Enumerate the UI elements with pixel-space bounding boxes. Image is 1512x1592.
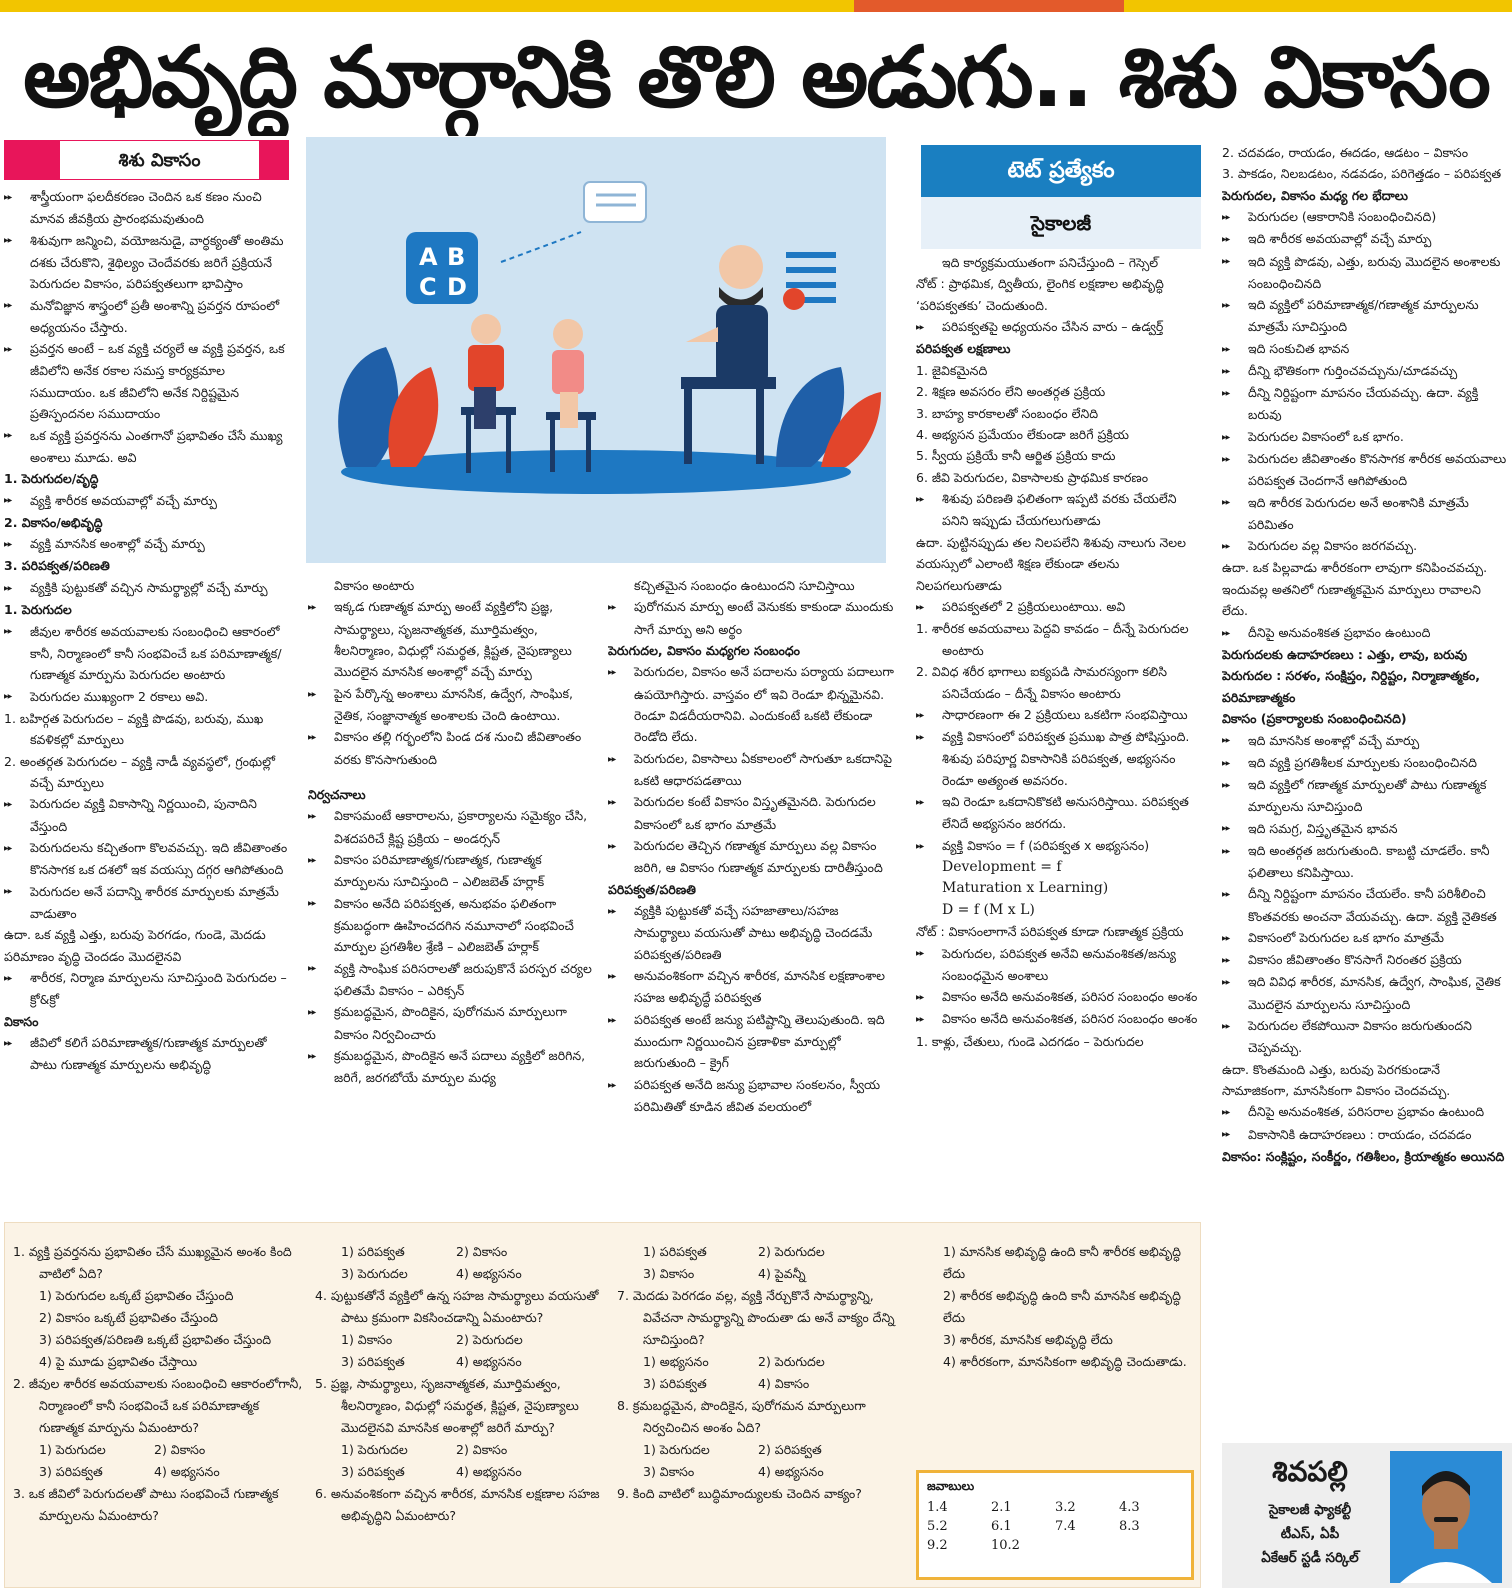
svg-text:A: A bbox=[419, 243, 438, 271]
paragraph: ▶▶ పెరుగుదల అనే పదాన్ని శారీరక మార్పులకు మాత్రమే వాడుతాం bbox=[4, 881, 289, 925]
subheading: పరిపక్వత లక్షణాలు bbox=[916, 341, 1011, 357]
numbered-item: 5. స్వీయ ప్రక్రియే కానీ ఆర్జిత ప్రక్రియ కాదు bbox=[916, 448, 1116, 464]
paragraph: ఇది కార్యక్రమయుతంగా పనిచేస్తుంది – గెస్సెల్ bbox=[942, 255, 1159, 270]
question: 6. అనువంశికంగా వచ్చిన శారీరక, మానసిక లక్షణాల సహజ అభివృద్ధిని ఏమంటారు? bbox=[315, 1486, 600, 1523]
paragraph: ▶▶ వికాసంలో పెరుగుదల ఒక భాగం మాత్రమే bbox=[1222, 927, 1510, 949]
column-1 bbox=[4, 186, 289, 1218]
option: 2) వికాసం bbox=[456, 1442, 508, 1457]
paragraph: ▶▶ వికాసం అనేది పరిపక్వత, అనుభవం ఫలితంగా క్రమబద్ధంగా ఊహించదగిన నమూనాలో సంభవించే మార్పుల ప్రగతిశీల శ్రేణి – ఎలిజబెత్ హర్లాక్ bbox=[308, 893, 593, 958]
numbered-item: 1. కాళ్లు, చేతులు, గుండె ఎదగడం – పెరుగుదల bbox=[916, 1033, 1144, 1049]
numbered-item: 1. బహిర్గత పెరుగుదల – వ్యక్తి పొడవు, బరువు, ముఖ కవళికల్లో మార్పులు bbox=[4, 710, 264, 748]
classroom-illustration bbox=[306, 137, 886, 563]
paragraph: ▶▶ వికాసం అనేది అనువంశికత, పరిసర సంబంధం అంశం bbox=[916, 986, 1206, 1008]
subheading: వికాసం bbox=[4, 1013, 39, 1029]
paragraph: ▶▶ అనువంశికంగా వచ్చిన శారీరక, మానసిక లక్షణాంశాల సహజ అభివృద్ధే పరిపక్వత bbox=[608, 965, 898, 1009]
section-tag bbox=[4, 140, 289, 180]
option-row bbox=[315, 1241, 605, 1263]
subheading: 1. పెరుగుదల/వృద్ధి bbox=[4, 471, 99, 487]
example: ఉదా. ఒక పిల్లవాడు శారీరకంగా లావుగా కనిపించవచ్చు. ఇందువల్ల అతనిలో గుణాత్మకమైన మార్పులు రావాలని లేదు. bbox=[1222, 560, 1488, 619]
top-accent-bar bbox=[854, 0, 1124, 12]
option: 3) పరిపక్వత bbox=[341, 1354, 405, 1369]
question: 9. కింది వాటిలో బుద్ధిమాంద్యులకు చెందిన వాక్యం? bbox=[617, 1486, 862, 1501]
option: 3) పెరుగుదల bbox=[341, 1266, 408, 1281]
paragraph: ▶▶ ఇది వ్యక్తి ప్రగతిశీలక మార్పులకు సంబంధించినది bbox=[1222, 752, 1510, 774]
note: నోట్ : వికాసంలాగానే పరిపక్వత కూడా గుణాత్మక ప్రక్రియ bbox=[916, 924, 1184, 940]
paragraph: ▶▶ ఇవి రెండూ ఒకదానికొకటి అనుసరిస్తాయి. పరిపక్వత లేనిదే అభ్యసనం జరగదు. bbox=[916, 791, 1206, 835]
paragraph: ▶▶ పెరుగుదల (ఆకారానికి సంబంధించినది) bbox=[1222, 206, 1510, 228]
option: 3) వికాసం bbox=[643, 1266, 695, 1281]
psychology-label: సైకాలజీ bbox=[921, 197, 1201, 249]
paragraph: ▶▶ వికాసానికి ఉదాహరణలు : రాయడం, చదవడం bbox=[1222, 1124, 1510, 1146]
numbered-item: 3. బాహ్య కారకాలతో సంబంధం లేనిది bbox=[916, 405, 1099, 421]
answers-title: జవాబులు bbox=[927, 1479, 975, 1493]
column-5 bbox=[1222, 142, 1510, 1438]
option: 2) వికాసం ఒక్కటే ప్రభావితం చేస్తుంది bbox=[39, 1310, 219, 1325]
paragraph: ▶▶ ప్రవర్తన అంటే – ఒక వ్యక్తి చర్యలే ఆ వ్యక్తి ప్రవర్తన, ఒక జీవిలోని అనేక రకాల సమస్త కార్యక్రమాల సముదాయం. ఒక జీవిలోని అనేక నిర్దిష్టమైన ప్రతిస్పందనల సముదాయం bbox=[4, 338, 289, 424]
column-3 bbox=[608, 575, 898, 1218]
question: 1. వ్యక్తి ప్రవర్తనను ప్రభావితం చేసే ముఖ్యమైన అంశం కింది వాటిలో ఏది? bbox=[13, 1244, 292, 1281]
option-row bbox=[617, 1373, 907, 1395]
question: 5. ప్రజ్ఞ, సామర్థ్యాలు, సృజనాత్మకత, మూర్తిమత్వం, శీలనిర్మాణం, విధుల్లో సమర్థత, క్లిష్టత, నైపుణ్యాలు మొదలైనవి మానసిక అంశాల్లో జరిగే మార్పు? bbox=[315, 1376, 579, 1435]
answer-item: 7.4 bbox=[1055, 1519, 1076, 1534]
paragraph: ▶▶ పెరుగుదల కంటే వికాసం విస్తృతమైనది. పెరుగుదల వికాసంలో ఒక భాగం మాత్రమే bbox=[608, 791, 898, 835]
person-icon bbox=[1390, 1451, 1502, 1583]
quiz-column-3 bbox=[617, 1241, 907, 1581]
paragraph: ▶▶ పురోగమన మార్పు అంటే వెనుకకు కాకుండా ముందుకు సాగే మార్పు అని అర్థం bbox=[608, 596, 898, 640]
paragraph: ▶▶ శిశువుగా జన్మించి, వయోజనుడై, వార్ధక్యంతో అంతిమ దశకు చేరుకొని, శైథిల్యం చెందేవరకు జరిగే ప్రక్రియనే పెరుగుదల వికాసం, పరిపక్వతలుగా భావిస్తాం bbox=[4, 230, 289, 295]
option: 3) పరిపక్వత bbox=[341, 1464, 405, 1479]
paragraph: ▶▶ పెరుగుదలను కచ్చితంగా కొలవవచ్చు. ఇది జీవితాంతం కొనసాగక ఒక దశలో ఇక వయస్సు దగ్గర ఆగిపోతుంది bbox=[4, 837, 289, 881]
paragraph: ▶▶ పెరుగుదల, వికాసం అనే పదాలను పర్యాయ పదాలుగా ఉపయోగిస్తారు. వాస్తవం లో ఇవి రెండూ భిన్నమైనవి. రెండూ విడదీయరానివి. ఎందుకంటే ఒకటి లేకుండా రెండోది లేదు. bbox=[608, 661, 898, 747]
quiz-column-1 bbox=[13, 1241, 303, 1581]
paragraph: ▶▶ దీనిపై అనువంశికత ప్రభావం ఉంటుంది bbox=[1222, 622, 1510, 644]
subheading: 3. పరిపక్వత/పరిణతి bbox=[4, 558, 110, 574]
paragraph: ▶▶ పెరుగుదల ముఖ్యంగా 2 రకాలు అవి. bbox=[4, 686, 289, 708]
paragraph: ▶▶ వ్యక్తి శారీరక అవయవాల్లో వచ్చే మార్పు bbox=[4, 490, 289, 512]
answer-item: 3.2 bbox=[1055, 1500, 1076, 1515]
paragraph: ▶▶ శాస్త్రీయంగా ఫలదీకరణం చెందిన ఒక కణం నుంచి మానవ జీవక్రియ ప్రారంభమవుతుంది bbox=[4, 186, 289, 230]
tag-left-block bbox=[4, 140, 60, 180]
subheading: పెరుగుదలకు ఉదాహరణలు : ఎత్తు, లావు, బరువు bbox=[1222, 646, 1468, 662]
paragraph: ▶▶ దీనిపై అనువంశికత, పరిసరాల ప్రభావం ఉంటుంది bbox=[1222, 1101, 1510, 1123]
paragraph: ▶▶ మనోవిజ్ఞాన శాస్త్రంలో ప్రతీ అంశాన్ని ప్రవర్తన రూపంలో అధ్యయనం చేస్తారు. bbox=[4, 295, 289, 339]
paragraph: ▶▶ పరిపక్వత అనేది జన్యు ప్రభావాల సంకలనం, స్వీయ పరిమితితో కూడిన జీవిత వలయంలో bbox=[608, 1074, 898, 1118]
option: 1) పెరుగుదల bbox=[39, 1442, 106, 1457]
option: 1) పెరుగుదల bbox=[341, 1442, 408, 1457]
option: 2) పెరుగుదల bbox=[758, 1244, 825, 1259]
numbered-item: 1. శారీరక అవయవాలు పెద్దవి కావడం – దీన్నే పెరుగుదల అంటారు bbox=[916, 621, 1189, 658]
top-color-bar bbox=[0, 0, 1512, 12]
paragraph: ▶▶ వికాసం అనేది అనువంశికత, పరిసర సంబంధం అంశం bbox=[916, 1008, 1206, 1030]
answer-item: 1.4 bbox=[927, 1500, 948, 1515]
option: 3) పరిపక్వత bbox=[39, 1464, 103, 1479]
option-row bbox=[315, 1461, 605, 1483]
paragraph: ▶▶ దీన్ని భౌతికంగా గుర్తించవచ్చును/చూడవచ్చు bbox=[1222, 360, 1510, 382]
author-states: టీఎస్, ఏపీ bbox=[1280, 1526, 1340, 1542]
option: 1) పెరుగుదల bbox=[643, 1442, 710, 1457]
subheading: నిర్వచనాలు bbox=[308, 787, 366, 803]
option: 3) పరిపక్వత bbox=[643, 1376, 707, 1391]
subheading: పెరుగుదల, వికాసం మధ్యగల సంబంధం bbox=[608, 643, 801, 659]
subheading: వికాసం: సంక్లిష్టం, సంకీర్ణం, గతిశీలం, క్రియాత్మకం అయినది bbox=[1222, 1148, 1505, 1164]
numbered-item: 3. పాకడం, నిలబడటం, నడవడం, పరిగెత్తడం – పరిపక్వత bbox=[1222, 166, 1502, 182]
option: 4) అభ్యసనం bbox=[456, 1354, 522, 1369]
paragraph: ▶▶ ఇది శారీరక అవయవాల్లో వచ్చే మార్పు bbox=[1222, 228, 1510, 250]
answer-item: 9.2 bbox=[927, 1538, 948, 1553]
question: 4. పుట్టుకతోనే వ్యక్తిలో ఉన్న సహజ సామర్థ్యాలు వయసుతో పాటు క్రమంగా వికసించడాన్ని ఏమంటారు? bbox=[315, 1288, 599, 1325]
paragraph: ▶▶ పెరుగుదల వల్ల వికాసం జరగవచ్చు. bbox=[1222, 535, 1510, 557]
note: నోట్ : ప్రాథమిక, ద్వితీయ, లైంగిక లక్షణాల అభివృద్ధి ‘పరిపక్వతకు’ చెందుతుంది. bbox=[916, 276, 1164, 313]
subheading: పరిపక్వత/పరిణతి bbox=[608, 881, 696, 897]
formula-en: Development = f bbox=[942, 858, 1062, 875]
teacher-children-illustration bbox=[306, 137, 886, 563]
paragraph: ▶▶ వికాసమంటే ఆకారాలను, ప్రకార్యాలను సమైక్యం చేసి, విశదపరిచే క్లిష్ట ప్రక్రియ – అండర్సన్ bbox=[308, 805, 593, 849]
paragraph: ▶▶ ఇది శారీరక పెరుగుదల అనే అంశానికి మాత్రమే పరిమితం bbox=[1222, 492, 1510, 536]
paragraph: ▶▶ ఇది సంకుచిత భావన bbox=[1222, 338, 1510, 360]
numbered-item: 6. జీవి పెరుగుదల, వికాసాలకు ప్రాథమిక కారణం bbox=[916, 469, 1149, 485]
option-row bbox=[617, 1351, 907, 1373]
option: 1) పెరుగుదల ఒక్కటే ప్రభావితం చేస్తుంది bbox=[39, 1288, 234, 1303]
paragraph: ▶▶ ఇది వ్యక్తిలో పరిమాణాత్మక/గణాత్మక మార్పులను మాత్రమే సూచిస్తుంది bbox=[1222, 294, 1510, 338]
subheading: వికాసం (ప్రకార్యాలకు సంబంధించినది) bbox=[1222, 711, 1407, 727]
numbered-item: 2. శిక్షణ అవసరం లేని అంతర్గత ప్రక్రియ bbox=[916, 384, 1106, 400]
column-4 bbox=[916, 252, 1206, 1218]
option-row bbox=[13, 1461, 303, 1483]
paragraph: ▶▶ పెరుగుదల, పరిపక్వత అనేవి అనువంశికత/జన్యు సంబంధమైన అంశాలు bbox=[916, 943, 1206, 987]
option: 4) పైవన్నీ bbox=[758, 1266, 806, 1281]
option: 1) మానసిక అభివృద్ధి ఉంది కానీ శారీరక అభివృద్ధి లేదు bbox=[943, 1244, 1181, 1281]
headline: అభివృద్ధి మార్గానికి తొలి అడుగు.. శిశు వికాసం bbox=[23, 28, 1489, 126]
example: ఉదా. ఒక వ్యక్తి ఎత్తు, బరువు పెరగడం, గుండె, మెదడు పరిమాణం వృద్ధి చెందడం మొదలైనవి bbox=[4, 927, 266, 964]
option-row bbox=[13, 1439, 303, 1461]
subheading: పెరుగుదల : సరళం, సంక్షిప్తం, నిర్దిష్టం, నిర్మాణాత్మకం, పరిమాణాత్మకం bbox=[1222, 668, 1480, 705]
paragraph: ▶▶ పెరుగుదల వికాసంలో ఒక భాగం. bbox=[1222, 426, 1510, 448]
option-row bbox=[617, 1461, 907, 1483]
paragraph: ▶▶ పెరుగుదల తెచ్చిన గణాత్మక మార్పులు వల్ల వికాసం జరిగి, ఆ వికాసం గుణాత్మక మార్పులకు దారితీస్తుంది bbox=[608, 835, 898, 879]
answer-item: 5.2 bbox=[927, 1519, 948, 1534]
paragraph: ▶▶ వికాసం జీవితాంతం కొనసాగే నిరంతర ప్రక్రియ bbox=[1222, 949, 1510, 971]
subheading: 1. పెరుగుదల bbox=[4, 602, 72, 618]
option: 4) అభ్యసనం bbox=[154, 1464, 220, 1479]
quiz-column-4 bbox=[917, 1241, 1197, 1461]
option: 2) పెరుగుదల bbox=[758, 1354, 825, 1369]
option-row bbox=[315, 1329, 605, 1351]
option: 4) అభ్యసనం bbox=[456, 1464, 522, 1479]
author-name: శివపల్లి bbox=[1272, 1455, 1348, 1488]
paragraph: ▶▶ వ్యక్తి వికాసంలో పరిపక్వత ప్రముఖ పాత్ర పోషిస్తుంది. శిశువు పరిపూర్ణ వికాసానికి పరిపక్వత, అభ్యసనం రెండూ అత్యంత అవసరం. bbox=[916, 726, 1206, 791]
answer-item: 6.1 bbox=[991, 1519, 1012, 1534]
example: ఉదా. పుట్టినప్పుడు తల నిలపలేని శిశువు నాలుగు నెలల వయస్సులో ఎలాంటి శిక్షణ లేకుండా తలను నిలపగలుగుతాడు bbox=[916, 534, 1186, 593]
option: 1) పరిపక్వత bbox=[341, 1244, 405, 1259]
paragraph: ▶▶ క్రమబద్ధమైన, పొందికైన అనే పదాలు వ్యక్తిలో జరిగిన, జరిగే, జరగబోయే మార్పుల మధ్య bbox=[308, 1045, 593, 1089]
paragraph: ▶▶ ఇది సమగ్ర, విస్తృతమైన భావన bbox=[1222, 818, 1510, 840]
paragraph: ▶▶ సాధారణంగా ఈ 2 ప్రక్రియలు ఒకటిగా సంభవిస్తాయి bbox=[916, 704, 1206, 726]
option: 3) శారీరక, మానసిక అభివృద్ధి లేదు bbox=[943, 1332, 1113, 1347]
question: 7. మెదడు పెరగడం వల్ల, వ్యక్తి నేర్చుకొనే సామర్థ్యాన్ని, వివేచనా సామర్థ్యాన్ని పొందుతా డు అనే వాక్యం దేన్ని సూచిస్తుంది? bbox=[617, 1288, 895, 1347]
answer-item: 10.2 bbox=[991, 1538, 1020, 1553]
paragraph: ▶▶ వ్యక్తి సాంఘిక పరిసరాలతో జరుపుకొనే పరస్పర చర్యల ఫలితమే వికాసం – ఎరిక్సన్ bbox=[308, 958, 593, 1002]
numbered-item: 1. జైవికమైనది bbox=[916, 362, 988, 378]
numbered-item: 2. అంతర్గత పెరుగుదల – వ్యక్తి నాడీ వ్యవస్థలో, గ్రంథుల్లో వచ్చే మార్పులు bbox=[4, 753, 275, 790]
paragraph: ▶▶ పరిపక్వతలో 2 ప్రక్రియలుంటాయి. అవి bbox=[916, 596, 1206, 618]
author-designation: సైకాలజీ ఫ్యాకల్టీ bbox=[1268, 1502, 1352, 1518]
paragraph: ▶▶ పెరుగుదల లేకపోయినా వికాసం జరుగుతుందని చెప్పవచ్చు. bbox=[1222, 1015, 1510, 1059]
numbered-item: 2. చదవడం, రాయడం, ఈదడం, ఆడటం – వికాసం bbox=[1222, 145, 1469, 160]
option: 4) పై మూడు ప్రభావితం చేస్తాయి bbox=[39, 1354, 198, 1369]
option: 3) పరిపక్వత/పరిణతి ఒక్కటే ప్రభావితం చేస్తుంది bbox=[39, 1332, 272, 1347]
paragraph: ▶▶ వ్యక్తికి పుట్టుకతో వచ్చిన సామర్థ్యాల్లో వచ్చే మార్పు bbox=[4, 577, 289, 599]
svg-text:D: D bbox=[447, 273, 467, 301]
answer-item: 8.3 bbox=[1119, 1519, 1140, 1534]
tag-right-block bbox=[259, 140, 289, 180]
question: 3. ఒక జీవిలో పెరుగుదలతో పాటు సంభవించే గుణాత్మక మార్పులను ఏమంటారు? bbox=[13, 1486, 279, 1523]
option: 3) వికాసం bbox=[643, 1464, 695, 1479]
author-box bbox=[1222, 1443, 1512, 1588]
paragraph: ▶▶ దీన్ని నిర్దిష్టంగా మాపనం చేయవచ్చు. ఉదా. వ్యక్తి బరువు bbox=[1222, 382, 1510, 426]
paragraph: ▶▶ పైన పేర్కొన్న అంశాలు మానసిక, ఉద్వేగ, సాంఘిక, నైతిక, సంజ్ఞానాత్మక అంశాలకు చెంది ఉంటాయి. bbox=[308, 683, 593, 727]
option: 1) వికాసం bbox=[341, 1332, 393, 1347]
option-row bbox=[617, 1241, 907, 1263]
option: 4) అభ్యసనం bbox=[456, 1266, 522, 1281]
numbered-item: 2. వివిధ శరీర భాగాలు ఐక్యపడి సామరస్యంగా కలిసి పనిచేయడం – దీన్నే వికాసం అంటారు bbox=[916, 664, 1167, 701]
numbered-item: 4. అభ్యసన ప్రమేయం లేకుండా జరిగే ప్రక్రియ bbox=[916, 427, 1129, 443]
option: 2) శారీరక అభివృద్ధి ఉంది కానీ మానసిక అభివృద్ధి లేదు bbox=[943, 1288, 1181, 1325]
subheading: 2. వికాసం/అభివృద్ధి bbox=[4, 514, 103, 530]
paragraph: ▶▶ జీవిలో కలిగే పరిమాణాత్మక/గుణాత్మక మార్పులతో పాటు గుణాత్మక మార్పులను అభివృద్ధి bbox=[4, 1032, 289, 1076]
tet-special-label: టెట్ ప్రత్యేకం bbox=[921, 145, 1201, 197]
option-row bbox=[617, 1263, 907, 1285]
question: 8. క్రమబద్ధమైన, పొందికైన, పురోగమన మార్పులుగా నిర్వచించిన అంశం ఏది? bbox=[617, 1398, 866, 1435]
paragraph: ▶▶ ఇది అంతర్గత జరుగుతుంది. కాబట్టి చూడలేం. కానీ ఫలితాలు కనిపిస్తాయి. bbox=[1222, 840, 1510, 884]
paragraph: ▶▶ ఇది వ్యక్తి పొడవు, ఎత్తు, బరువు మొదలైన అంశాలకు సంబంధించినది bbox=[1222, 251, 1510, 295]
answer-item: 4.3 bbox=[1119, 1500, 1140, 1515]
section-tag-label: శిశు వికాసం bbox=[60, 140, 259, 180]
paragraph: ▶▶ జీవుల శారీరక అవయవాలకు సంబంధించి ఆకారంలో కానీ, నిర్మాణంలో కానీ సంభవించే ఒక పరిమాణాత్మక/గుణాత్మక మార్పును పెరుగుదల అంటారు bbox=[4, 621, 289, 686]
paragraph: ▶▶ శిశువు పరిణతి ఫలితంగా ఇప్పటి వరకు చేయలేని పనిని ఇప్పుడు చేయగలుగుతాడు bbox=[916, 488, 1206, 532]
author-institute: ఏకేఆర్ స్టడీ సర్కిల్ bbox=[1261, 1550, 1359, 1566]
option-row bbox=[617, 1439, 907, 1461]
paragraph: ▶▶ క్రమబద్ధమైన, పొందికైన, పురోగమన మార్పులుగా వికాసం నిర్వచించారు bbox=[308, 1001, 593, 1045]
paragraph: ▶▶ పెరుగుదల, వికాసాలు ఏకకాలంలో సాగుతూ ఒకదానిపై ఒకటి ఆధారపడతాయి bbox=[608, 748, 898, 792]
option: 4) అభ్యసనం bbox=[758, 1464, 824, 1479]
option: 2) పరిపక్వత bbox=[758, 1442, 822, 1457]
option: 1) పరిపక్వత bbox=[643, 1244, 707, 1259]
paragraph: కచ్చితమైన సంబంధం ఉంటుందని సూచిస్తాయి bbox=[634, 578, 855, 593]
svg-text:B: B bbox=[447, 243, 466, 271]
paragraph: ▶▶ పెరుగుదల జీవితాంతం కొనసాగక శారీరక అవయవాలు పరిపక్వత చెందగానే ఆగిపోతుంది bbox=[1222, 448, 1510, 492]
paragraph: ▶▶ ఇక్కడ గుణాత్మక మార్పు అంటే వ్యక్తిలోని ప్రజ్ఞ, సామర్థ్యాలు, సృజనాత్మకత, మూర్తిమత్వం, శీలనిర్మాణం, విధుల్లో సమర్థత, క్లిష్టత, నైపుణ్యాలు మొదలైన మానసిక అంశాల్లో వచ్చే మార్పు bbox=[308, 596, 593, 682]
option: 2) వికాసం bbox=[456, 1244, 508, 1259]
author-photo bbox=[1390, 1451, 1502, 1583]
subheading: పెరుగుదల, వికాసం మధ్య గల భేదాలు bbox=[1222, 187, 1408, 203]
option-row bbox=[315, 1351, 605, 1373]
option-row bbox=[315, 1439, 605, 1461]
example: ఉదా. కొంతమంది ఎత్తు, బరువు పెరగకుండానే సామాజికంగా, మానసికంగా వికాసం చెందవచ్చు. bbox=[1222, 1061, 1451, 1098]
tet-special-box bbox=[921, 145, 1201, 249]
option: 1) అభ్యసనం bbox=[643, 1354, 709, 1369]
column-2 bbox=[308, 575, 593, 1218]
paragraph: ▶▶ ఒక వ్యక్తి ప్రవర్తనను ఎంతగానో ప్రభావితం చేసే ముఖ్య అంశాలు మూడు. అవి bbox=[4, 425, 289, 469]
paragraph: ▶▶ దీన్ని నిర్దిష్టంగా మాపనం చేయలేం. కానీ పరిశీలించి కొంతవరకు అంచనా వేయవచ్చు. ఉదా. వ్యక్తి నైతికత bbox=[1222, 883, 1510, 927]
formula-en: Maturation x Learning) bbox=[942, 880, 1109, 897]
paragraph: ▶▶ పెరుగుదల వ్యక్తి వికాసాన్ని నిర్ణయించి, పునాదిని వేస్తుంది bbox=[4, 793, 289, 837]
option-row bbox=[315, 1263, 605, 1285]
answers-grid bbox=[927, 1500, 1183, 1553]
question: 2. జీవుల శారీరక అవయవాలకు సంబంధించి ఆకారంలోగానీ, నిర్మాణంలో కానీ సంభవించే ఒక పరిమాణాత్మక గుణాత్మక మార్పును ఏమంటారు? bbox=[13, 1376, 303, 1435]
svg-text:C: C bbox=[419, 273, 437, 301]
paragraph: వికాసం అంటారు bbox=[334, 578, 415, 593]
option: 2) వికాసం bbox=[154, 1442, 206, 1457]
formula: ▶▶ వ్యక్తి వికాసం = f (పరిపక్వత x అభ్యసనం) bbox=[916, 835, 1206, 857]
quiz-column-2 bbox=[315, 1241, 605, 1581]
paragraph: ▶▶ వ్యక్తికి పుట్టుకతో వచ్చే సహజాతాలు/సహజ సామర్థ్యాలు వయసుతో పాటు అభివృద్ధి చెందడమే పరిపక్వత/పరిణతి bbox=[608, 900, 898, 965]
formula-en: D = f (M x L) bbox=[942, 901, 1035, 918]
option: 2) పెరుగుదల bbox=[456, 1332, 523, 1347]
paragraph: ▶▶ ఇది వివిధ శారీరక, మానసిక, ఉద్వేగ, సాంఘిక, నైతిక మొదలైన మార్పులను సూచిస్తుంది bbox=[1222, 971, 1510, 1015]
paragraph: ▶▶ వ్యక్తి మానసిక అంశాల్లో వచ్చే మార్పు bbox=[4, 533, 289, 555]
answers-box bbox=[916, 1470, 1194, 1580]
answer-item: 2.1 bbox=[991, 1500, 1012, 1515]
option: 4) వికాసం bbox=[758, 1376, 810, 1391]
paragraph: ▶▶ వికాసం తల్లి గర్భంలోని పిండ దశ నుంచి జీవితాంతం వరకు కొనసాగుతుంది bbox=[308, 726, 593, 770]
paragraph: ▶▶ శారీరక, నిర్మాణ మార్పులను సూచిస్తుంది పెరుగుదల – క్రో&క్రో bbox=[4, 967, 289, 1011]
paragraph: ▶▶ ఇది మానసిక అంశాల్లో వచ్చే మార్పు bbox=[1222, 730, 1510, 752]
option: 4) శారీరకంగా, మానసికంగా అభివృద్ధి చెందుతాడు. bbox=[943, 1354, 1187, 1369]
paragraph: ▶▶ పరిపక్వత అంటే జన్యు పటిష్టాన్ని తెలుపుతుంది. ఇది ముందుగా నిర్ణయించిన ప్రణాళికా మార్పుల్లో జరుగుతుంది – క్రైగ్ bbox=[608, 1009, 898, 1074]
paragraph: ▶▶ వికాసం పరిమాణాత్మక/గుణాత్మక, గుణాత్మక మార్పులను సూచిస్తుంది – ఎలిజబెత్ హర్లాక్ bbox=[308, 849, 593, 893]
paragraph: ▶▶ పరిపక్వతపై అధ్యయనం చేసిన వారు – ఉడ్వర్త్ bbox=[916, 316, 1206, 338]
paragraph: ▶▶ ఇది వ్యక్తిలో గణాత్మక మార్పులతో పాటు గుణాత్మక మార్పులను సూచిస్తుంది bbox=[1222, 774, 1510, 818]
